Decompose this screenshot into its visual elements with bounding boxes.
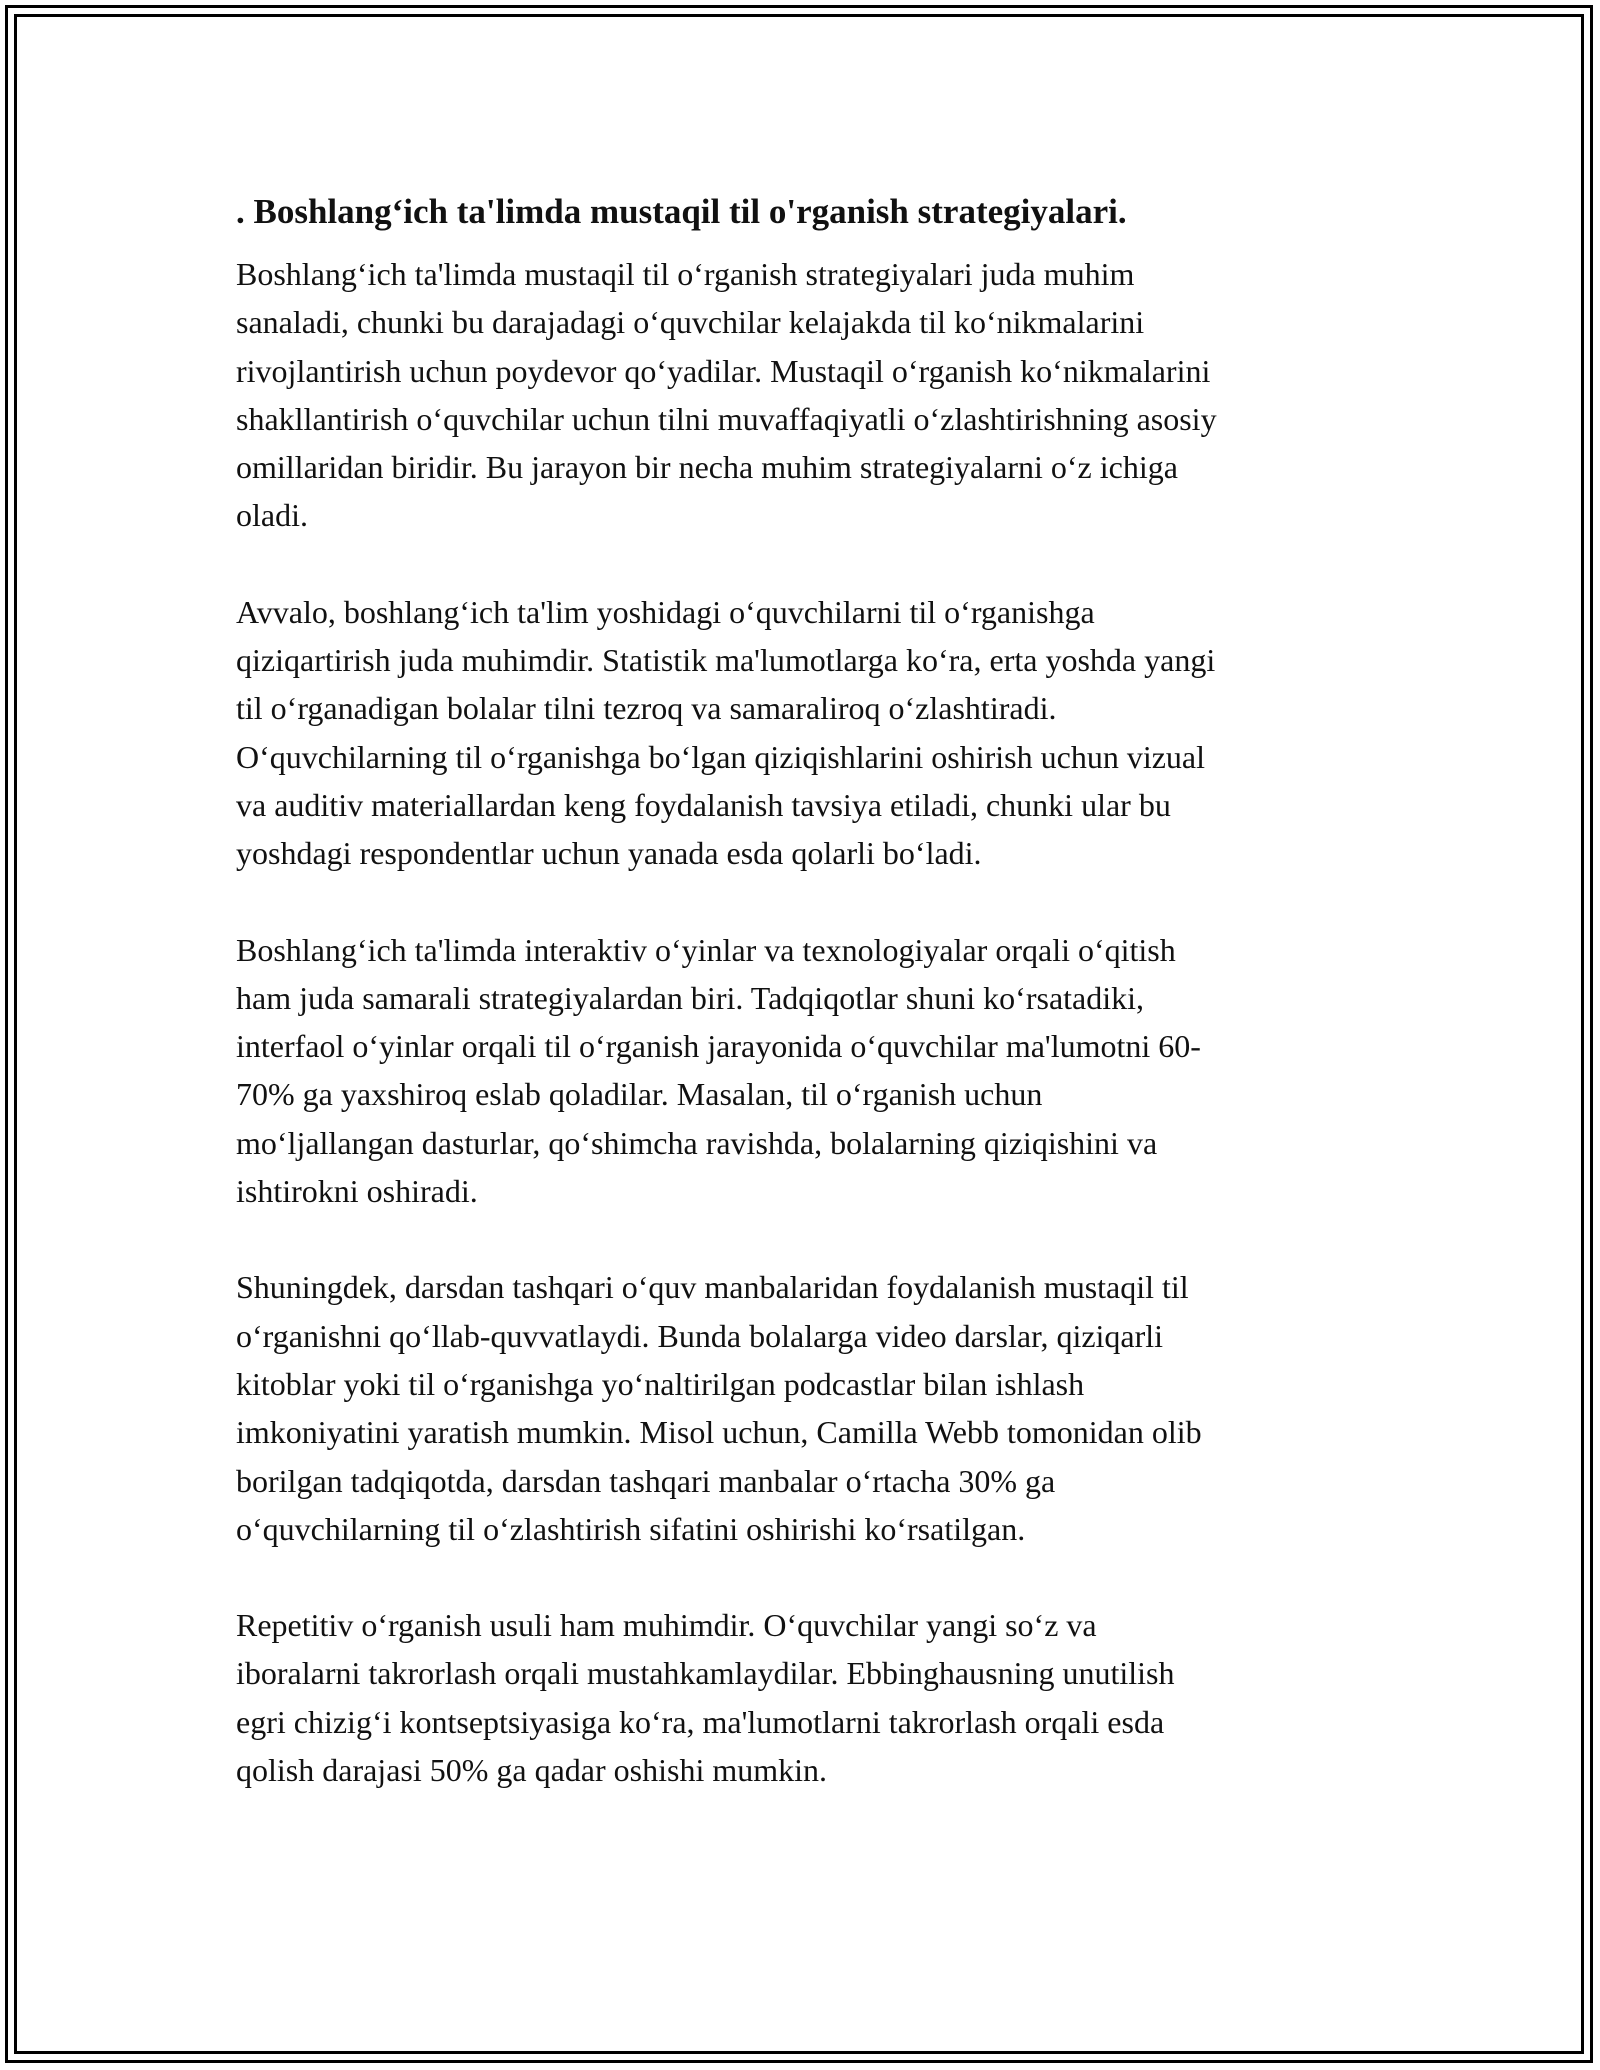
paragraph-3: Boshlang‘ich ta'limda interaktiv o‘yinlar va texnologiyalar orqali o‘qitish ham juda samarali strategiyalardan biri. Tadqiqotlar shuni ko‘rsatadiki, interfaol o‘yinlar orqali til o‘rganish jarayonida o‘quvchilar ma'lumotni 60- 70% ga yaxshiroq eslab qoladilar. Masalan, til o‘rganish uchun mo‘ljallangan dasturlar, qo‘shimcha ravishda, bolalarning qiziqishini va ishtirokni oshiradi. [236, 931, 1201, 1210]
paragraph-1: Boshlang‘ich ta'limda mustaqil til o‘rganish strategiyalari juda muhim sanaladi, chunki bu darajadagi o‘quvchilar kelajakda til ko‘nikmalarini rivojlantirish uchun poydevor qo‘yadilar. Mustaqil o‘rganish ko‘nikmalarini shakllantirish o‘quvchilar uchun tilni muvaffaqiyatli o‘zlashtirishning asosiy omillaridan biridir. Bu jarayon bir necha muhim strategiyalarni o‘z ichiga oladi. [236, 256, 1217, 534]
document-title: . Boshlang‘ich ta'limda mustaqil til o'rganish strategiyalari. [236, 192, 1127, 231]
document-body [236, 188, 1366, 1842]
paragraph-4: Shuningdek, darsdan tashqari o‘quv manbalaridan foydalanish mustaqil til o‘rganishni qo‘llab-quvvatlaydi. Bunda bolalarga video darslar, qiziqarli kitoblar yoki til o‘rganishga yo‘naltirilgan podcastlar bilan ishlash imkoniyatini yaratish mumkin. Misol uchun, Camilla Webb tomonidan olib borilgan tadqiqotda, darsdan tashqari manbalar o‘rtacha 30% ga o‘quvchilarning til o‘zlashtirish sifatini oshirishi ko‘rsatilgan. [236, 1269, 1202, 1547]
paragraph-5: Repetitiv o‘rganish usuli ham muhimdir. O‘quvchilar yangi so‘z va iboralarni takrorlash orqali mustahkamlaydilar. Ebbinghausning unutilish egri chizig‘i kontseptsiyasiga ko‘ra, ma'lumotlarni takrorlash orqali esda qolish darajasi 50% ga qadar oshishi mumkin. [236, 1607, 1175, 1789]
paragraph-2: Avvalo, boshlang‘ich ta'lim yoshidagi o‘quvchilarni til o‘rganishga qiziqartirish juda muhimdir. Statistik ma'lumotlarga ko‘ra, erta yoshda yangi til o‘rganadigan bolalar tilni tezroq va samaraliroq o‘zlashtiradi. O‘quvchilarning til o‘rganishga bo‘lgan qiziqishlarini oshirish uchun vizual va auditiv materiallardan keng foydalanish tavsiya etiladi, chunki ular bu yoshdagi respondentlar uchun yanada esda qolarli bo‘ladi. [236, 593, 1216, 872]
